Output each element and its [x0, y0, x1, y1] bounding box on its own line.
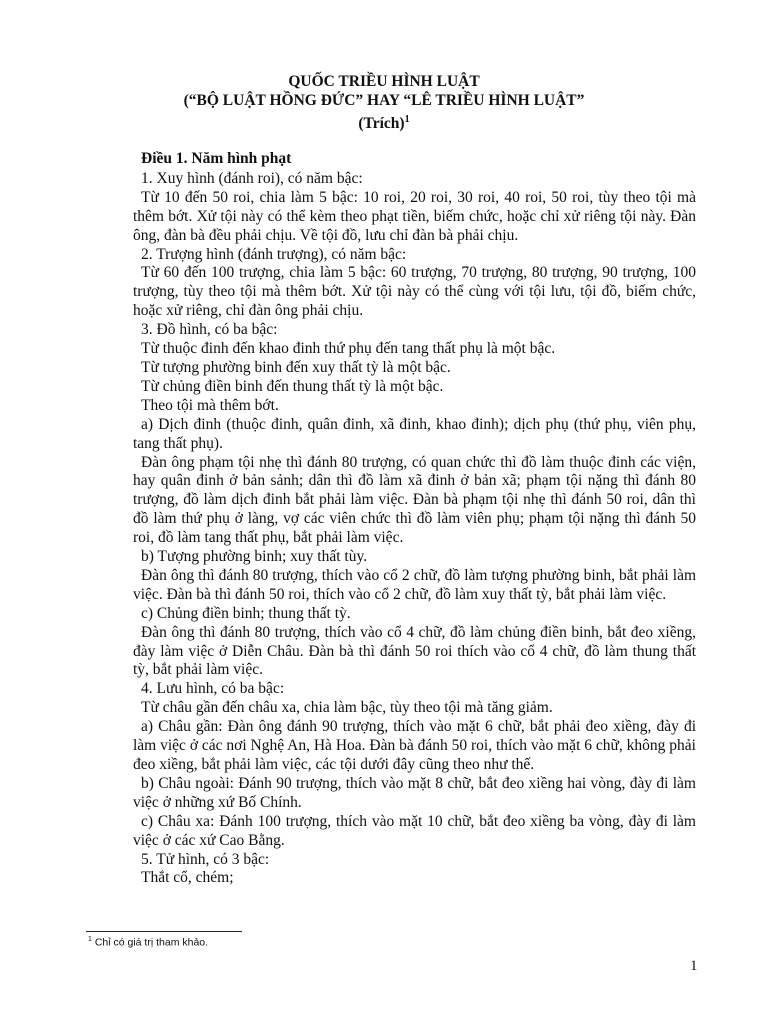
paragraph: b) Châu ngoài: Đánh 90 trượng, thích vào mặt 8 chữ, bắt đeo xiềng hai vòng, đày đi làm việc ở những xứ Bố Chính.	[133, 774, 696, 811]
paragraph: Từ chủng điền binh đến thung thất tỳ là một bậc.	[141, 377, 444, 395]
footnote-mark: 1	[88, 936, 92, 943]
paragraph: Từ 60 đến 100 trượng, chia làm 5 bậc: 60 trượng, 70 trượng, 80 trượng, 90 trượng, 100 trượng, tùy theo tội mà thêm bớt. Xử tội này có thể cùng với tội lưu, tội đồ, biếm chức, hoặc xử riêng, chỉ đàn ông phải chịu.	[133, 264, 696, 320]
title-trich: (Trích)	[358, 115, 405, 133]
title-line-1: QUỐC TRIỀU HÌNH LUẬT	[288, 73, 480, 90]
footnote	[88, 936, 208, 949]
paragraph: 1. Xuy hình (đánh roi), có năm bậc:	[141, 169, 363, 187]
title-line-3	[0, 110, 768, 133]
document-header	[0, 72, 768, 133]
paragraph: Từ 10 đến 50 roi, chia làm 5 bậc: 10 roi, 20 roi, 30 roi, 40 roi, 50 roi, tùy theo tội mà thêm bớt. Xử tội này có thể kèm theo phạt tiền, biếm chức, hoặc chỉ xử riêng tội này. Đàn ông, đàn bà đều phải chịu. Về tội đồ, lưu chỉ đàn bà phải chịu.	[133, 188, 696, 244]
paragraph: Đàn ông thì đánh 80 trượng, thích vào cổ 2 chữ, đồ làm tượng phường binh, bắt phải làm việc. Đàn bà thì đánh 50 roi, thích vào cổ 2 chữ, đồ làm xuy thất tỳ, bắt phải làm việc.	[133, 566, 696, 603]
paragraph: a) Dịch đinh (thuộc đinh, quân đinh, xã đinh, khao đinh); dịch phụ (thứ phụ, viên phụ, tang thất phụ).	[133, 415, 696, 452]
footnote-reference[interactable]: 1	[404, 114, 410, 125]
paragraph: Đàn ông phạm tội nhẹ thì đánh 80 trượng, có quan chức thì đồ làm thuộc đinh các viện, hay quân đinh ở bản sảnh; dân thì đồ làm xã đinh ở bản xã; phạm tội nặng thì đánh 80 trượng, đồ làm dịch đinh bắt phải làm việc. Đàn bà phạm tội nhẹ thì đánh 50 roi, dân thì đồ làm thứ phụ ở làng, vợ các viên chức thì đồ làm viên phụ; phạm tội nặng thì đánh 50 roi, đồ làm tang thất phụ, bắt phải làm việc.	[133, 453, 696, 547]
article-heading: Điều 1. Năm hình phạt	[141, 150, 292, 167]
paragraph: Theo tội mà thêm bớt.	[141, 396, 279, 414]
footnote-text: Chỉ có giá trị tham khảo.	[94, 936, 209, 949]
footnote-separator	[86, 931, 242, 932]
article-body	[133, 150, 696, 888]
paragraph: c) Châu xa: Đánh 100 trượng, thích vào mặt 10 chữ, bắt đeo xiềng ba vòng, đày đi làm việc ở các xứ Cao Bằng.	[133, 812, 696, 849]
paragraph: 3. Đồ hình, có ba bậc:	[141, 321, 278, 339]
paragraph: Thắt cổ, chém;	[141, 869, 234, 887]
paragraph: b) Tượng phường binh; xuy thất tùy.	[141, 548, 368, 566]
paragraph: Đàn ông thì đánh 80 trượng, thích vào cổ 4 chữ, đồ làm chủng điền binh, bắt đeo xiềng, đày làm việc ở Diễn Châu. Đàn bà thì đánh 50 roi thích vào cổ 4 chữ, đồ làm thung thất tỳ, bắt phải làm việc.	[133, 623, 696, 679]
page-number: 1	[690, 958, 698, 974]
paragraph: Từ châu gần đến châu xa, chia làm bậc, tùy theo tội mà tăng giảm.	[141, 699, 553, 717]
paragraph: 2. Trượng hình (đánh trượng), có năm bậc:	[141, 245, 407, 263]
paragraph: 5. Tử hình, có 3 bậc:	[141, 850, 270, 868]
paragraph: 4. Lưu hình, có ba bậc:	[141, 680, 285, 698]
paragraph: a) Châu gần: Đàn ông đánh 90 trượng, thích vào mặt 6 chữ, bắt phải đeo xiềng, đày đi làm việc ở các nơi Nghệ An, Hà Hoa. Đàn bà đánh 50 roi, thích vào mặt 6 chữ, không phải đeo xiềng, bắt phải làm việc, các tội dưới đây cũng theo như thế.	[133, 718, 696, 773]
paragraph: Từ tượng phường binh đến xuy thất tỳ là một bậc.	[141, 358, 451, 376]
paragraph: c) Chủng điền binh; thung thất tỳ.	[141, 604, 351, 622]
paragraph: Từ thuộc đinh đến khao đinh thứ phụ đến tang thất phụ là một bậc.	[141, 340, 556, 358]
title-line-2: (“BỘ LUẬT HỒNG ĐỨC” HAY “LÊ TRIỀU HÌNH LUẬT”	[183, 92, 585, 109]
